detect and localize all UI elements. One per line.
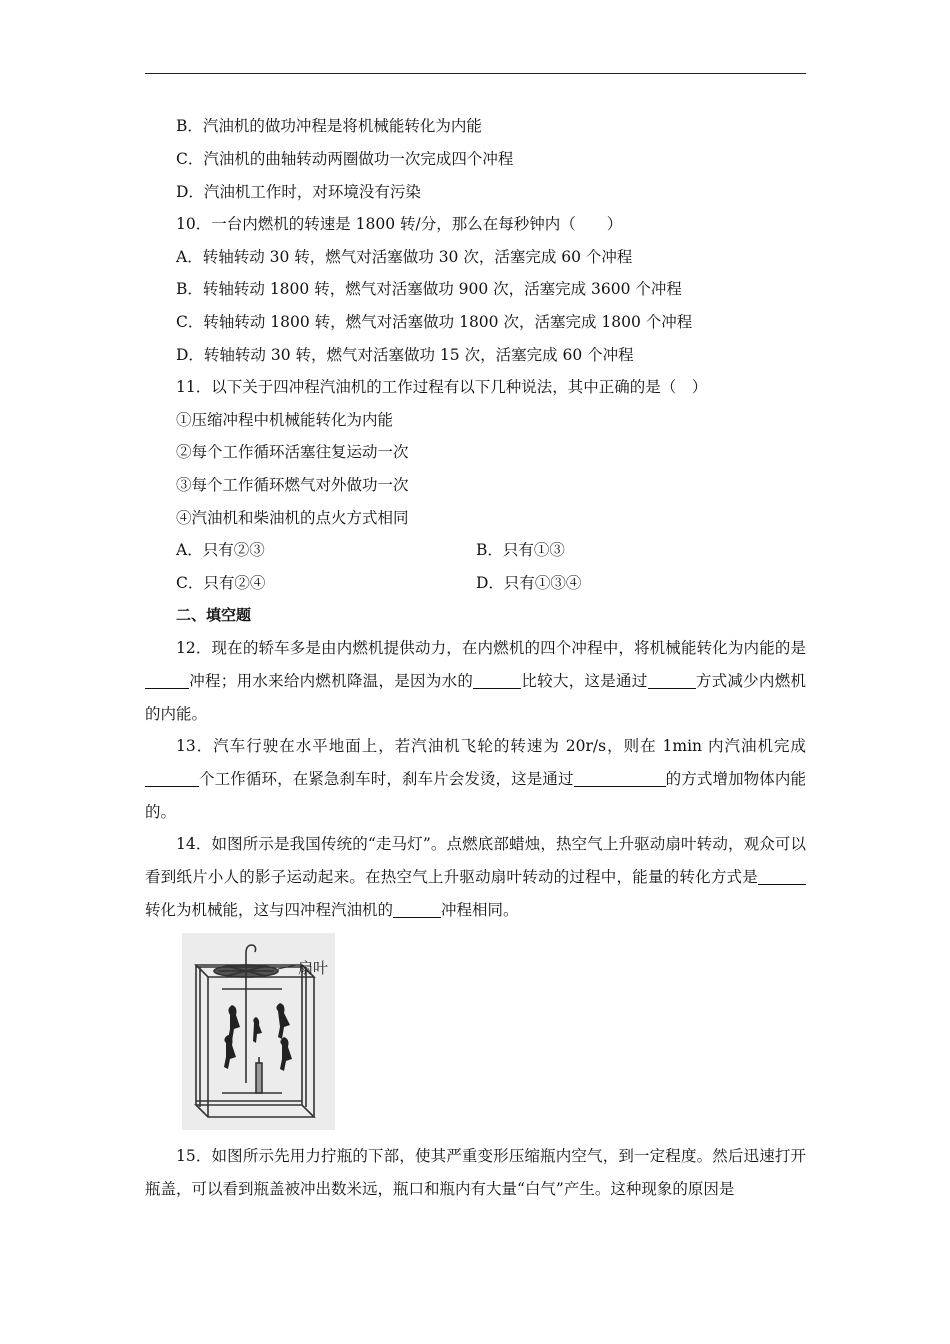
- q12-text-3: 比较大，这是通过: [521, 671, 648, 690]
- q12-blank-3[interactable]: [648, 672, 696, 689]
- q11-option-d: D．只有①③④: [476, 574, 582, 592]
- q13-paragraph: [145, 730, 806, 828]
- q15-text-1: 15．如图所示先用力拧瓶的下部，使其严重变形压缩瓶内空气，到一定程度。然后迅速打开瓶盖，可以看到瓶盖被冲出数米远，瓶口和瓶内有大量“白气”产生。这种现象的原因是: [145, 1147, 806, 1198]
- q12-paragraph: [145, 632, 806, 730]
- q10-option-d: D．转轴转动 30 转，燃气对活塞做功 15 次，活塞完成 60 个冲程: [176, 346, 634, 364]
- q9-option-b: B．汽油机的做功冲程是将机械能转化为内能: [176, 117, 482, 135]
- q13-blank-2[interactable]: [574, 770, 666, 787]
- q12-text-2: 冲程；用水来给内燃机降温，是因为水的: [189, 671, 474, 690]
- q14-text-2: 转化为机械能，这与四冲程汽油机的: [145, 900, 394, 919]
- q10-option-b: B．转轴转动 1800 转，燃气对活塞做功 900 次，活塞完成 3600 个冲程: [176, 280, 682, 298]
- q13-text-1: 13．汽车行驶在水平地面上，若汽油机飞轮的转速为 20r/s，则在 1min 内汽油机完成: [176, 737, 806, 755]
- q12-blank-2[interactable]: [473, 672, 521, 689]
- q11-statement-2: ②每个工作循环活塞往复运动一次: [176, 443, 409, 461]
- q14-paragraph: [145, 828, 806, 926]
- q14-blank-1[interactable]: [758, 868, 806, 885]
- q11-stem: 11．以下关于四冲程汽油机的工作过程有以下几种说法，其中正确的是（ ）: [176, 378, 708, 396]
- q11-option-a: A．只有②③: [176, 541, 265, 559]
- q14-blank-2[interactable]: [393, 901, 441, 918]
- q12-text-4: 方式减少内燃机的内能。: [145, 671, 806, 723]
- q11-option-b: B．只有①③: [476, 541, 565, 559]
- section-heading-fill-blank: 二、填空题: [176, 606, 252, 624]
- q15-paragraph: [145, 1140, 806, 1206]
- fan-blade-label: 扇叶: [298, 959, 329, 977]
- q10-option-a: A．转轴转动 30 转，燃气对活塞做功 30 次，活塞完成 60 个冲程: [176, 248, 633, 266]
- q12-text-1: 12．现在的轿车多是由内燃机提供动力，在内燃机的四个冲程中，将机械能转化为内能的是: [176, 639, 806, 657]
- q11-statement-1: ①压缩冲程中机械能转化为内能: [176, 411, 394, 429]
- q11-statement-4: ④汽油机和柴油机的点火方式相同: [176, 509, 409, 527]
- q11-option-c: C．只有②④: [176, 574, 266, 592]
- q14-text-1: 14．如图所示是我国传统的“走马灯”。点燃底部蜡烛，热空气上升驱动扇叶转动，观众可以看到纸片小人的影子运动起来。在热空气上升驱动扇叶转动的过程中，能量的转化方式是: [145, 835, 806, 886]
- q13-blank-1[interactable]: [145, 770, 199, 787]
- header-rule: [145, 73, 806, 74]
- lantern-figure: [182, 933, 335, 1130]
- q11-statement-3: ③每个工作循环燃气对外做功一次: [176, 476, 409, 494]
- q14-text-3: 冲程相同。: [441, 900, 519, 919]
- q9-option-c: C．汽油机的曲轴转动两圈做功一次完成四个冲程: [176, 150, 514, 168]
- q9-option-d: D．汽油机工作时，对环境没有污染: [176, 183, 421, 201]
- q13-text-3: 的方式增加物体内能的。: [145, 769, 806, 821]
- q10-stem: 10．一台内燃机的转速是 1800 转/分，那么在每秒钟内（ ）: [176, 215, 623, 233]
- q12-blank-1[interactable]: [145, 672, 189, 689]
- q13-text-2: 个工作循环，在紧急刹车时，刹车片会发烫，这是通过: [199, 769, 574, 788]
- q10-option-c: C．转轴转动 1800 转，燃气对活塞做功 1800 次，活塞完成 1800 个冲程: [176, 313, 693, 331]
